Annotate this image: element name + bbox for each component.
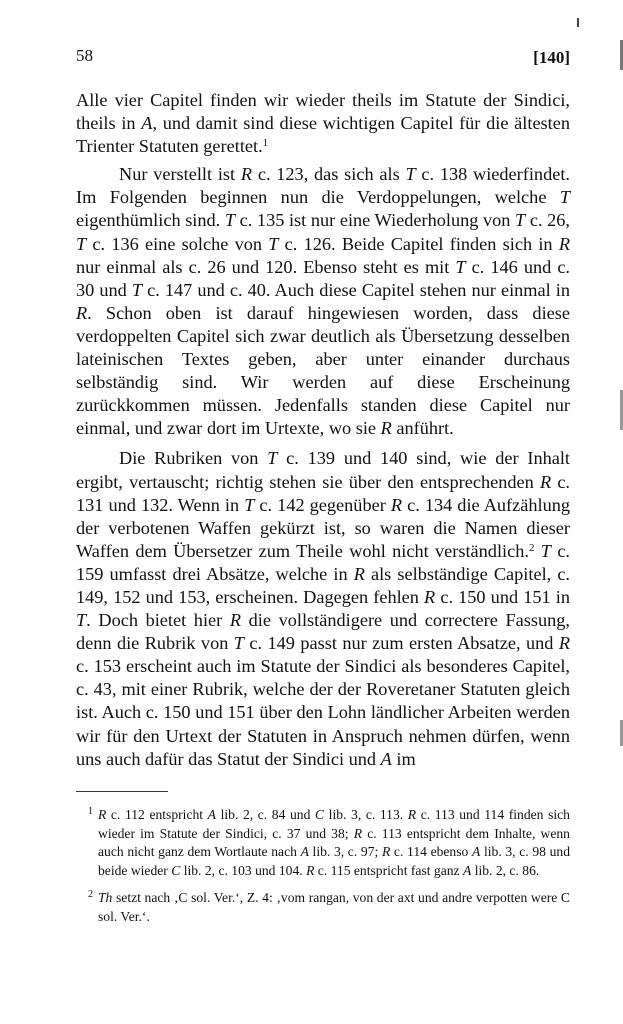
text-run: lib. 2, c. 84 und xyxy=(215,807,315,822)
text-run: c. 26, xyxy=(525,210,570,231)
footnote-text xyxy=(98,890,570,924)
text-run: c. 114 ebenso xyxy=(390,844,472,860)
text-run: c. 153 erscheint auch im Statute der Sindici als besonderes Capitel, c. 43, mit einer Rubrik, welche der der Roveretaner Statuten gleich ist. Auch c. 150 und 151 über den Lohn ländlicher Arbeiten werden wir für den Urtext der Statuten in Anspruch nehmen dürfen, wenn uns auch dafür das Statut der Sindici und xyxy=(76,656,570,769)
text-run: c. 126. Beide Capitel finden sich in xyxy=(278,233,559,254)
text-run: c. 134 die Aufzählung der verbotenen Waffen gekürzt ist, so waren die Namen dieser Waffen dem Übersetzer zum Theile wohl nicht verständlich. xyxy=(76,494,570,561)
italic-siglum: A xyxy=(141,113,153,134)
footnote-ref: 1 xyxy=(262,137,269,150)
paragraph xyxy=(76,163,570,440)
italic-siglum: T xyxy=(515,210,526,231)
main-text xyxy=(76,89,570,771)
print-speck xyxy=(577,18,579,27)
text-run: , und damit sind diese wichtigen Capitel für die ältesten Trienter Statuten gerettet. xyxy=(76,113,571,157)
text-run: Nur verstellt ist xyxy=(119,164,241,185)
text-run: c. 123, das sich als xyxy=(252,164,406,185)
italic-siglum: A xyxy=(207,807,216,822)
italic-siglum: T xyxy=(76,233,87,254)
text-run: anführt. xyxy=(391,418,454,439)
italic-siglum: T xyxy=(224,210,236,231)
text-run: c. 147 und c. 40. Auch diese Capitel stehen nur einmal in xyxy=(142,279,570,300)
text-run: c. 138 wiederfindet. Im Folgenden beginnen nun die Verdoppelungen, welche xyxy=(76,164,570,208)
text-run: lib. 3, c. 98 und beide wieder xyxy=(98,844,570,878)
text-run: eigenthümlich sind. xyxy=(76,210,225,231)
italic-siglum: T xyxy=(233,633,244,654)
italic-siglum: A xyxy=(300,844,309,860)
italic-siglum: R xyxy=(306,862,315,878)
italic-siglum: R xyxy=(424,586,436,607)
text-run: c. 135 ist nur eine Wiederholung von xyxy=(235,210,516,231)
italic-siglum: T xyxy=(267,448,278,469)
text-run: c. 115 entspricht fast ganz xyxy=(314,862,463,878)
footnote-rule xyxy=(76,791,168,792)
text-run: c. 131 und 132. Wenn in xyxy=(76,471,571,515)
italic-siglum: T xyxy=(540,540,551,561)
italic-siglum: R xyxy=(390,494,403,515)
italic-siglum: T xyxy=(405,164,416,185)
footnote xyxy=(76,806,570,880)
italic-siglum: T xyxy=(131,279,143,300)
italic-siglum: C xyxy=(171,862,181,878)
footnote-mark: 2 xyxy=(88,889,93,901)
footnote xyxy=(76,889,570,926)
page-number: 58 xyxy=(76,46,93,65)
text-run: c. 113 entspricht dem Inhalte, wenn auch nicht ganz dem Wortlaute nach xyxy=(98,825,570,860)
italic-siglum: R xyxy=(353,825,363,841)
text-run: c. 136 eine solche von xyxy=(86,233,269,254)
text-run: lib. 3, c. 113. xyxy=(324,807,408,822)
text-run: c. 142 gegenüber xyxy=(254,494,391,515)
italic-siglum: A xyxy=(472,844,481,860)
text-run: . Doch bietet hier xyxy=(86,610,230,631)
text-run: lib. 2, c. 86. xyxy=(471,862,540,878)
italic-siglum: R xyxy=(240,164,253,185)
footnote-ref: 2 xyxy=(528,541,535,554)
italic-siglum: R xyxy=(558,233,570,254)
footnote-text xyxy=(98,807,570,878)
italic-siglum: T xyxy=(76,610,87,631)
text-run: als selbständige Capitel, c. 149, 152 und 153, erscheinen. Dagegen fehlen xyxy=(76,563,571,607)
italic-siglum: R xyxy=(381,844,391,860)
text-run: c. 159 umfasst drei Absätze, welche in xyxy=(76,540,570,584)
text-run: setzt nach ‚C sol. Ver.‘, Z. 4: ‚vom rangan, von der axt und andre verpotten were C sol. Ver.‘. xyxy=(98,890,570,924)
italic-siglum: A xyxy=(462,862,472,878)
italic-siglum: R xyxy=(558,633,570,654)
text-run: lib. 3, c. 97; xyxy=(308,844,382,860)
italic-siglum: R xyxy=(229,610,242,631)
paragraph xyxy=(76,447,570,770)
text-run: Die Rubriken von xyxy=(119,448,268,469)
text-run: lib. 2, c. 103 und 104. xyxy=(180,862,307,878)
italic-siglum: T xyxy=(244,494,255,515)
italic-siglum: R xyxy=(76,302,88,323)
italic-siglum: T xyxy=(559,187,570,208)
text-run: nur einmal als c. 26 und 120. Ebenso steht es mit xyxy=(76,256,456,277)
italic-siglum: R xyxy=(380,418,392,439)
italic-siglum: R xyxy=(407,807,417,822)
italic-siglum: Th xyxy=(98,890,113,906)
footnote-mark: 1 xyxy=(88,806,93,817)
italic-siglum: R xyxy=(353,563,365,584)
text-run: c. 112 entspricht xyxy=(106,807,208,822)
paragraph xyxy=(76,89,570,158)
text-run: Alle vier Capitel finden wir wieder theils im Statute der Sindici, theils in xyxy=(76,90,570,134)
text-run: c. 146 und c. 30 und xyxy=(76,256,571,300)
text-run: c. 149 passt nur zum ersten Absatze, und xyxy=(243,633,559,654)
text-run: c. 150 und 151 in xyxy=(435,586,570,607)
italic-siglum: R xyxy=(539,471,552,492)
sheet-signature: [140] xyxy=(533,48,570,67)
text-run: c. 139 und 140 sind, wie der Inhalt ergibt, vertauscht; richtig stehen sie über den entsprechenden xyxy=(76,448,570,492)
italic-siglum: T xyxy=(268,233,279,254)
text-run: . Schon oben ist darauf hingewiesen worden, dass diese verdoppelten Capitel sich zwar deutlich als Übersetzung desselben lateinischen Textes geben, aber unter einander durchaus selbständig sind. Wir werden auf diese Erscheinung zurückkommen müssen. Jedenfalls standen diese Capitel nur einmal, und zwar dort im Urtexte, wo sie xyxy=(76,302,570,439)
italic-siglum: R xyxy=(98,807,107,822)
text-run: im xyxy=(391,748,416,769)
italic-siglum: C xyxy=(315,807,325,822)
italic-siglum: T xyxy=(455,256,466,277)
italic-siglum: A xyxy=(380,748,392,769)
running-header xyxy=(76,46,570,72)
text-run: die vollständigere und correctere Fassung, denn die Rubrik von xyxy=(76,610,570,654)
footnotes xyxy=(76,806,570,927)
text-run: c. 113 und 114 finden sich wieder im Statute der Sindici, c. 37 und 38; xyxy=(98,807,570,841)
